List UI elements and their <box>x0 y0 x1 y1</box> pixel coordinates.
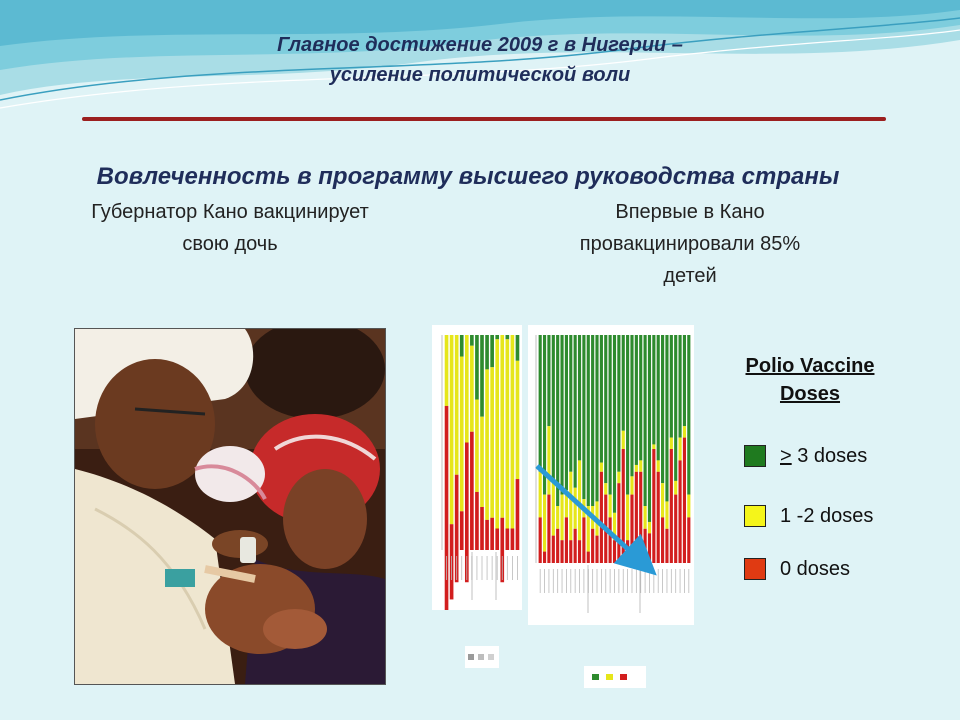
slide-subtitle: Вовлеченность в программу высшего руководства страны <box>96 163 840 190</box>
legend-title-line-2: Doses <box>779 383 841 405</box>
legend-title-line-1: Polio Vaccine <box>745 355 875 377</box>
legend-item-1-2-doses <box>744 504 873 528</box>
legend-label-0-doses: 0 doses <box>780 557 851 580</box>
title-line-1: Главное достижение 2009 г в Нигерии – <box>277 34 683 56</box>
trend-arrow <box>537 466 642 562</box>
right-caption-line-3: детей <box>663 265 717 287</box>
legend-label-3-doses: > 3 doses <box>780 444 868 467</box>
legend-item-0-doses <box>744 557 850 581</box>
legend-swatch-yellow <box>744 505 766 527</box>
legend-label-1-2-doses: 1 -2 doses <box>780 504 874 527</box>
legend-swatch-red <box>744 558 766 580</box>
left-caption-line-2: свою дочь <box>182 233 278 255</box>
right-caption-line-2: провакцинировали 85% <box>579 233 801 255</box>
legend-title <box>710 352 910 408</box>
legend-swatch-green <box>744 445 766 467</box>
right-caption-line-1: Впервые в Кано <box>615 201 765 223</box>
title-line-2: усиление политической воли <box>329 64 631 86</box>
legend-item-3-doses <box>744 444 867 468</box>
left-caption-line-1: Губернатор Кано вакцинирует <box>91 201 369 223</box>
